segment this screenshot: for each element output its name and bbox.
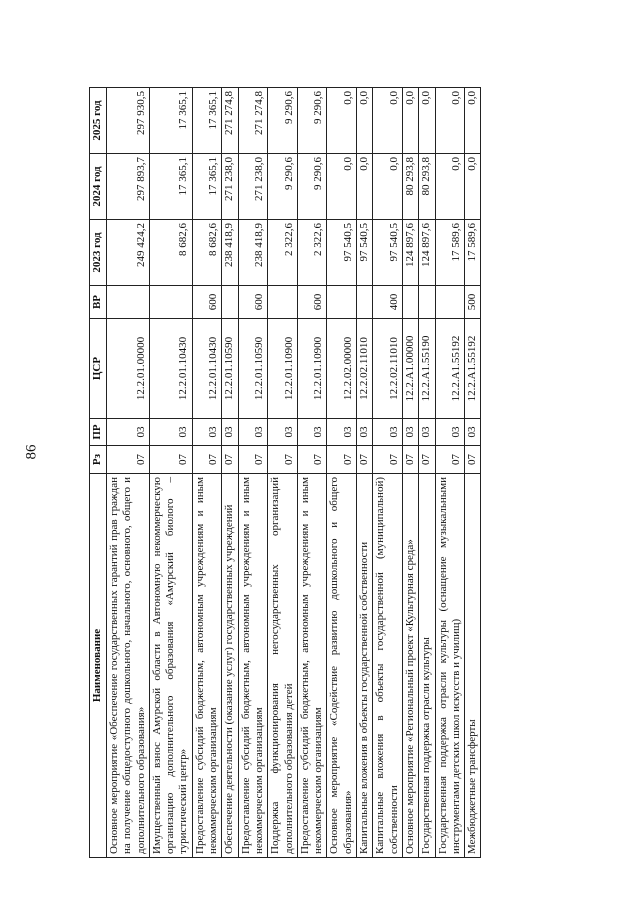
table-row (192, 88, 222, 858)
row-rz-cell: 07 (402, 446, 418, 474)
row-2024-value: 297 893,7 (107, 154, 150, 220)
row-pr-cell: 03 (402, 419, 418, 446)
row-name-cell: Обеспечение деятельности (оказание услуг) государственных учреждений (222, 474, 238, 858)
row-rz-cell: 07 (238, 446, 268, 474)
row-2025-value: 0,0 (419, 88, 435, 154)
row-2023-value: 17 589,6 (435, 220, 465, 286)
row-rz-cell: 07 (297, 446, 327, 474)
row-vr-cell: 600 (297, 286, 327, 319)
table-row (435, 88, 465, 858)
table-row (357, 88, 373, 858)
header-name: Наименование (90, 474, 107, 858)
row-2024-value: 17 365,1 (192, 154, 222, 220)
row-name-cell: Межбюджетные трансферты (465, 474, 481, 858)
row-2023-value: 17 589,6 (465, 220, 481, 286)
row-csr-cell: 12.2.02.00000 (327, 319, 357, 419)
row-2023-value: 97 540,5 (327, 220, 357, 286)
row-name-cell: Основное мероприятие «Региональный проект «Культурная среда» (402, 474, 418, 858)
row-2025-value: 9 290,6 (297, 88, 327, 154)
row-2023-value: 97 540,5 (357, 220, 373, 286)
page-number: 86 (23, 444, 40, 460)
row-pr-cell: 03 (149, 419, 192, 446)
row-vr-cell (149, 286, 192, 319)
header-2023: 2023 год (90, 220, 107, 286)
row-csr-cell: 12.2.А1.55192 (435, 319, 465, 419)
row-2023-value: 124 897,6 (419, 220, 435, 286)
row-pr-cell: 03 (268, 419, 298, 446)
row-vr-cell (327, 286, 357, 319)
row-name-cell: Основное мероприятие «Содействие развитию дошкольного и общего образования» (327, 474, 357, 858)
header-pr: ПР (90, 419, 107, 446)
row-2024-value: 9 290,6 (297, 154, 327, 220)
row-rz-cell: 07 (192, 446, 222, 474)
row-name-cell: Предоставление субсидий бюджетным, автономным учреждениям и иным некоммерческим организациям (192, 474, 222, 858)
row-rz-cell: 07 (435, 446, 465, 474)
row-csr-cell: 12.2.01.10590 (222, 319, 238, 419)
row-2025-value: 271 274,8 (222, 88, 238, 154)
row-rz-cell: 07 (149, 446, 192, 474)
table-row (327, 88, 357, 858)
table-body (107, 88, 481, 858)
row-csr-cell: 12.2.А1.55190 (419, 319, 435, 419)
header-csr: ЦСР (90, 319, 107, 419)
row-name-cell: Основное мероприятие «Обеспечение государственных гарантий прав граждан на получение общедоступного дошкольного, начального, основного, общего и дополнительного образования» (107, 474, 150, 858)
row-csr-cell: 12.2.01.10430 (192, 319, 222, 419)
row-rz-cell: 07 (357, 446, 373, 474)
table-row (402, 88, 418, 858)
row-rz-cell: 07 (268, 446, 298, 474)
row-csr-cell: 12.2.01.00000 (107, 319, 150, 419)
row-2024-value: 0,0 (435, 154, 465, 220)
row-2025-value: 9 290,6 (268, 88, 298, 154)
table-row (107, 88, 150, 858)
row-vr-cell: 600 (192, 286, 222, 319)
row-2023-value: 238 418,9 (222, 220, 238, 286)
header-2024: 2024 год (90, 154, 107, 220)
row-rz-cell: 07 (327, 446, 357, 474)
row-name-cell: Капитальные вложения в объекты государственной (муниципальной) собственности (373, 474, 403, 858)
row-vr-cell (357, 286, 373, 319)
header-rz: Рз (90, 446, 107, 474)
row-vr-cell (222, 286, 238, 319)
table-row (297, 88, 327, 858)
table-row (465, 88, 481, 858)
row-pr-cell: 03 (192, 419, 222, 446)
row-vr-cell (402, 286, 418, 319)
row-pr-cell: 03 (465, 419, 481, 446)
row-name-cell: Государственная поддержка отрасли культуры (оснащение музыкальными инструментами детских школ искусств и училищ) (435, 474, 465, 858)
row-name-cell: Имущественный взнос Амурской области в Автономную некоммерческую организацию дополнительного образования «Амурский биолого – туристический центр» (149, 474, 192, 858)
row-2024-value: 9 290,6 (268, 154, 298, 220)
row-2023-value: 97 540,5 (373, 220, 403, 286)
row-vr-cell (435, 286, 465, 319)
row-rz-cell: 07 (373, 446, 403, 474)
header-2025: 2025 год (90, 88, 107, 154)
row-2023-value: 8 682,6 (149, 220, 192, 286)
row-name-cell: Поддержка функционирования негосударственных организаций дополнительного образования детей (268, 474, 298, 858)
table-row (268, 88, 298, 858)
rotated-table-container (89, 88, 549, 858)
table-header-row (90, 88, 107, 858)
row-2024-value: 80 293,8 (419, 154, 435, 220)
row-2023-value: 2 322,6 (297, 220, 327, 286)
row-2025-value: 0,0 (435, 88, 465, 154)
row-csr-cell: 12.2.01.10590 (238, 319, 268, 419)
row-pr-cell: 03 (419, 419, 435, 446)
table-row (222, 88, 238, 858)
row-2025-value: 0,0 (373, 88, 403, 154)
row-2025-value: 271 274,8 (238, 88, 268, 154)
row-pr-cell: 03 (327, 419, 357, 446)
table-row (373, 88, 403, 858)
row-2024-value: 0,0 (357, 154, 373, 220)
row-pr-cell: 03 (373, 419, 403, 446)
table-row (419, 88, 435, 858)
row-2023-value: 2 322,6 (268, 220, 298, 286)
row-name-cell: Капитальные вложения в объекты государственной собственности (357, 474, 373, 858)
row-2025-value: 0,0 (465, 88, 481, 154)
row-vr-cell (268, 286, 298, 319)
row-2024-value: 271 238,0 (238, 154, 268, 220)
row-2025-value: 297 930,5 (107, 88, 150, 154)
budget-table (89, 87, 481, 858)
row-2023-value: 238 418,9 (238, 220, 268, 286)
row-2024-value: 17 365,1 (149, 154, 192, 220)
row-2023-value: 124 897,6 (402, 220, 418, 286)
row-2024-value: 0,0 (465, 154, 481, 220)
row-rz-cell: 07 (465, 446, 481, 474)
row-rz-cell: 07 (107, 446, 150, 474)
row-rz-cell: 07 (419, 446, 435, 474)
row-csr-cell: 12.2.01.10430 (149, 319, 192, 419)
row-name-cell: Предоставление субсидий бюджетным, автономным учреждениям и иным некоммерческим организациям (238, 474, 268, 858)
row-2023-value: 249 424,2 (107, 220, 150, 286)
row-pr-cell: 03 (297, 419, 327, 446)
row-2023-value: 8 682,6 (192, 220, 222, 286)
row-csr-cell: 12.2.01.10900 (268, 319, 298, 419)
row-2025-value: 0,0 (402, 88, 418, 154)
row-vr-cell: 400 (373, 286, 403, 319)
row-csr-cell: 12.2.А1.00000 (402, 319, 418, 419)
row-vr-cell: 600 (238, 286, 268, 319)
row-pr-cell: 03 (357, 419, 373, 446)
row-csr-cell: 12.2.А1.55192 (465, 319, 481, 419)
row-csr-cell: 12.2.02.11010 (373, 319, 403, 419)
row-2024-value: 271 238,0 (222, 154, 238, 220)
row-pr-cell: 03 (222, 419, 238, 446)
row-2025-value: 17 365,1 (192, 88, 222, 154)
row-pr-cell: 03 (238, 419, 268, 446)
row-2025-value: 17 365,1 (149, 88, 192, 154)
row-2024-value: 80 293,8 (402, 154, 418, 220)
row-rz-cell: 07 (222, 446, 238, 474)
row-csr-cell: 12.2.02.11010 (357, 319, 373, 419)
row-2025-value: 0,0 (357, 88, 373, 154)
row-vr-cell (107, 286, 150, 319)
table-row (238, 88, 268, 858)
header-vr: ВР (90, 286, 107, 319)
row-name-cell: Предоставление субсидий бюджетным, автономным учреждениям и иным некоммерческим организациям (297, 474, 327, 858)
row-vr-cell (419, 286, 435, 319)
row-2024-value: 0,0 (373, 154, 403, 220)
row-pr-cell: 03 (435, 419, 465, 446)
row-2025-value: 0,0 (327, 88, 357, 154)
row-csr-cell: 12.2.01.10900 (297, 319, 327, 419)
table-row (149, 88, 192, 858)
row-vr-cell: 500 (465, 286, 481, 319)
row-pr-cell: 03 (107, 419, 150, 446)
row-2024-value: 0,0 (327, 154, 357, 220)
row-name-cell: Государственная поддержка отрасли культуры (419, 474, 435, 858)
